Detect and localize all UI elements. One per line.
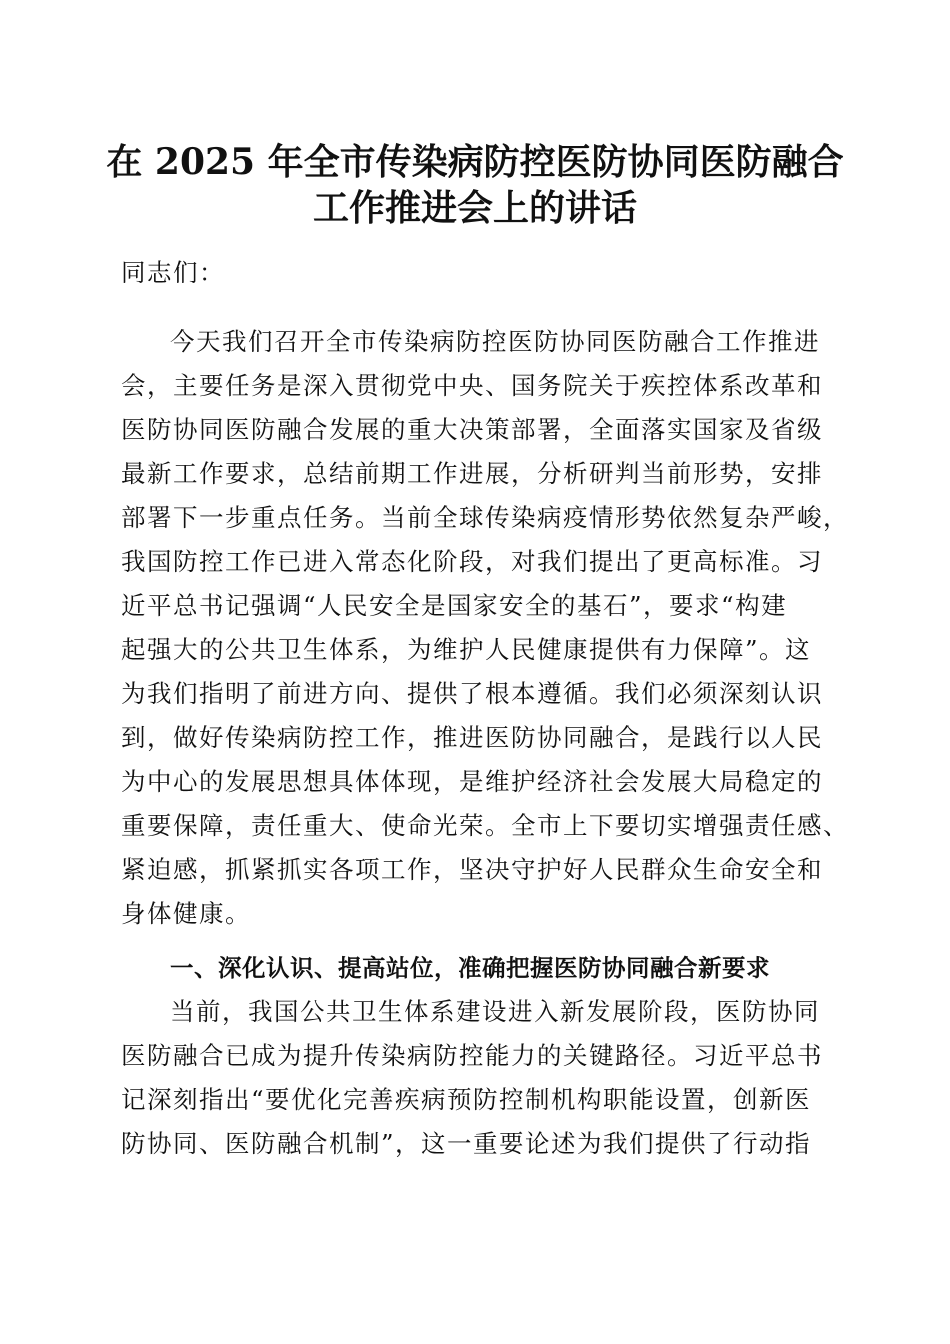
paragraph-1-line: 为我们指明了前进方向、提供了根本遵循。我们必须深刻认识 xyxy=(121,679,823,708)
paragraph-1-line: 部署下一步重点任务。当前全球传染病疫情形势依然复杂严峻， xyxy=(121,503,849,532)
paragraph-2-line: 记深刻指出“要优化完善疾病预防控制机构职能设置，创新医 xyxy=(121,1085,812,1114)
document-title-line-2: 工作推进会上的讲话 xyxy=(312,187,637,229)
paragraph-2-line: 当前，我国公共卫生体系建设进入新发展阶段，医防协同 xyxy=(170,997,820,1026)
salutation: 同志们： xyxy=(121,258,225,287)
paragraph-1-line: 我国防控工作已进入常态化阶段，对我们提出了更高标准。习 xyxy=(121,547,823,576)
paragraph-1-line: 会，主要任务是深入贯彻党中央、国务院关于疾控体系改革和 xyxy=(121,371,823,400)
paragraph-1-line: 重要保障，责任重大、使命光荣。全市上下要切实增强责任感、 xyxy=(121,811,849,840)
document-title-line-1: 在 2025 年全市传染病防控医防协同医防融合 xyxy=(106,141,844,183)
paragraph-2-line: 医防融合已成为提升传染病防控能力的关键路径。习近平总书 xyxy=(121,1041,823,1070)
paragraph-1-line: 起强大的公共卫生体系，为维护人民健康提供有力保障”。这 xyxy=(121,635,812,664)
paragraph-1-line: 为中心的发展思想具体体现，是维护经济社会发展大局稳定的 xyxy=(121,767,823,796)
paragraph-1-line: 紧迫感，抓紧抓实各项工作，坚决守护好人民群众生命安全和 xyxy=(121,855,823,884)
section-heading-1: 一、深化认识、提高站位，准确把握医防协同融合新要求 xyxy=(170,954,770,982)
paragraph-1-line: 到，做好传染病防控工作，推进医防协同融合，是践行以人民 xyxy=(121,723,823,752)
paragraph-1-line: 最新工作要求，总结前期工作进展，分析研判当前形势，安排 xyxy=(121,459,823,488)
paragraph-1-line: 医防协同医防融合发展的重大决策部署，全面落实国家及省级 xyxy=(121,415,823,444)
paragraph-1-line: 今天我们召开全市传染病防控医防协同医防融合工作推进 xyxy=(170,327,820,356)
paragraph-1-line: 身体健康。 xyxy=(121,899,251,928)
paragraph-2-line: 防协同、医防融合机制”，这一重要论述为我们提供了行动指 xyxy=(121,1129,812,1158)
paragraph-1-line: 近平总书记强调“人民安全是国家安全的基石”，要求“构建 xyxy=(121,591,788,620)
